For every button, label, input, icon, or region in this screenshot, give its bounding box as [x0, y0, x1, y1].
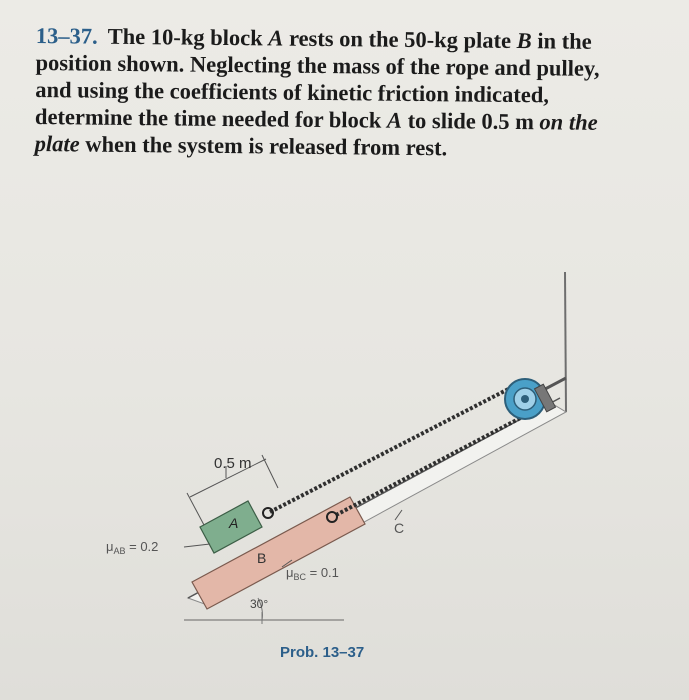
- c-leader: [395, 510, 402, 520]
- label-b: B: [257, 550, 267, 566]
- problem-line-4: determine the time needed for block A to slide 0.5 m on the: [34, 103, 598, 135]
- dim-label: 0.5 m: [214, 455, 252, 472]
- problem-line-2: position shown. Neglecting the mass of the rope and pulley,: [35, 49, 600, 81]
- label-c: C: [394, 520, 405, 536]
- plate-b: [192, 497, 365, 609]
- dim-ext-left: [187, 493, 204, 525]
- problem-line-3: and using the coefficients of kinetic friction indicated,: [35, 76, 550, 108]
- mu-ab-leader: [184, 544, 210, 547]
- wall: [565, 272, 566, 412]
- problem-line-1: 13–37. The 10-kg block A rests on the 50-kg plate B in the: [35, 22, 592, 54]
- angle-label: 30°: [250, 597, 269, 611]
- figure-caption: Prob. 13–37: [280, 644, 365, 661]
- mu-bc-label: $\mu_{BC} = 0.1$: [286, 565, 339, 582]
- problem-number: 13–37.: [35, 22, 98, 49]
- mu-ab-label: $\mu_{AB} = 0.2$: [106, 539, 159, 556]
- label-a: A: [229, 515, 239, 531]
- problem-line-5: plate when the system is released from rest.: [34, 130, 448, 161]
